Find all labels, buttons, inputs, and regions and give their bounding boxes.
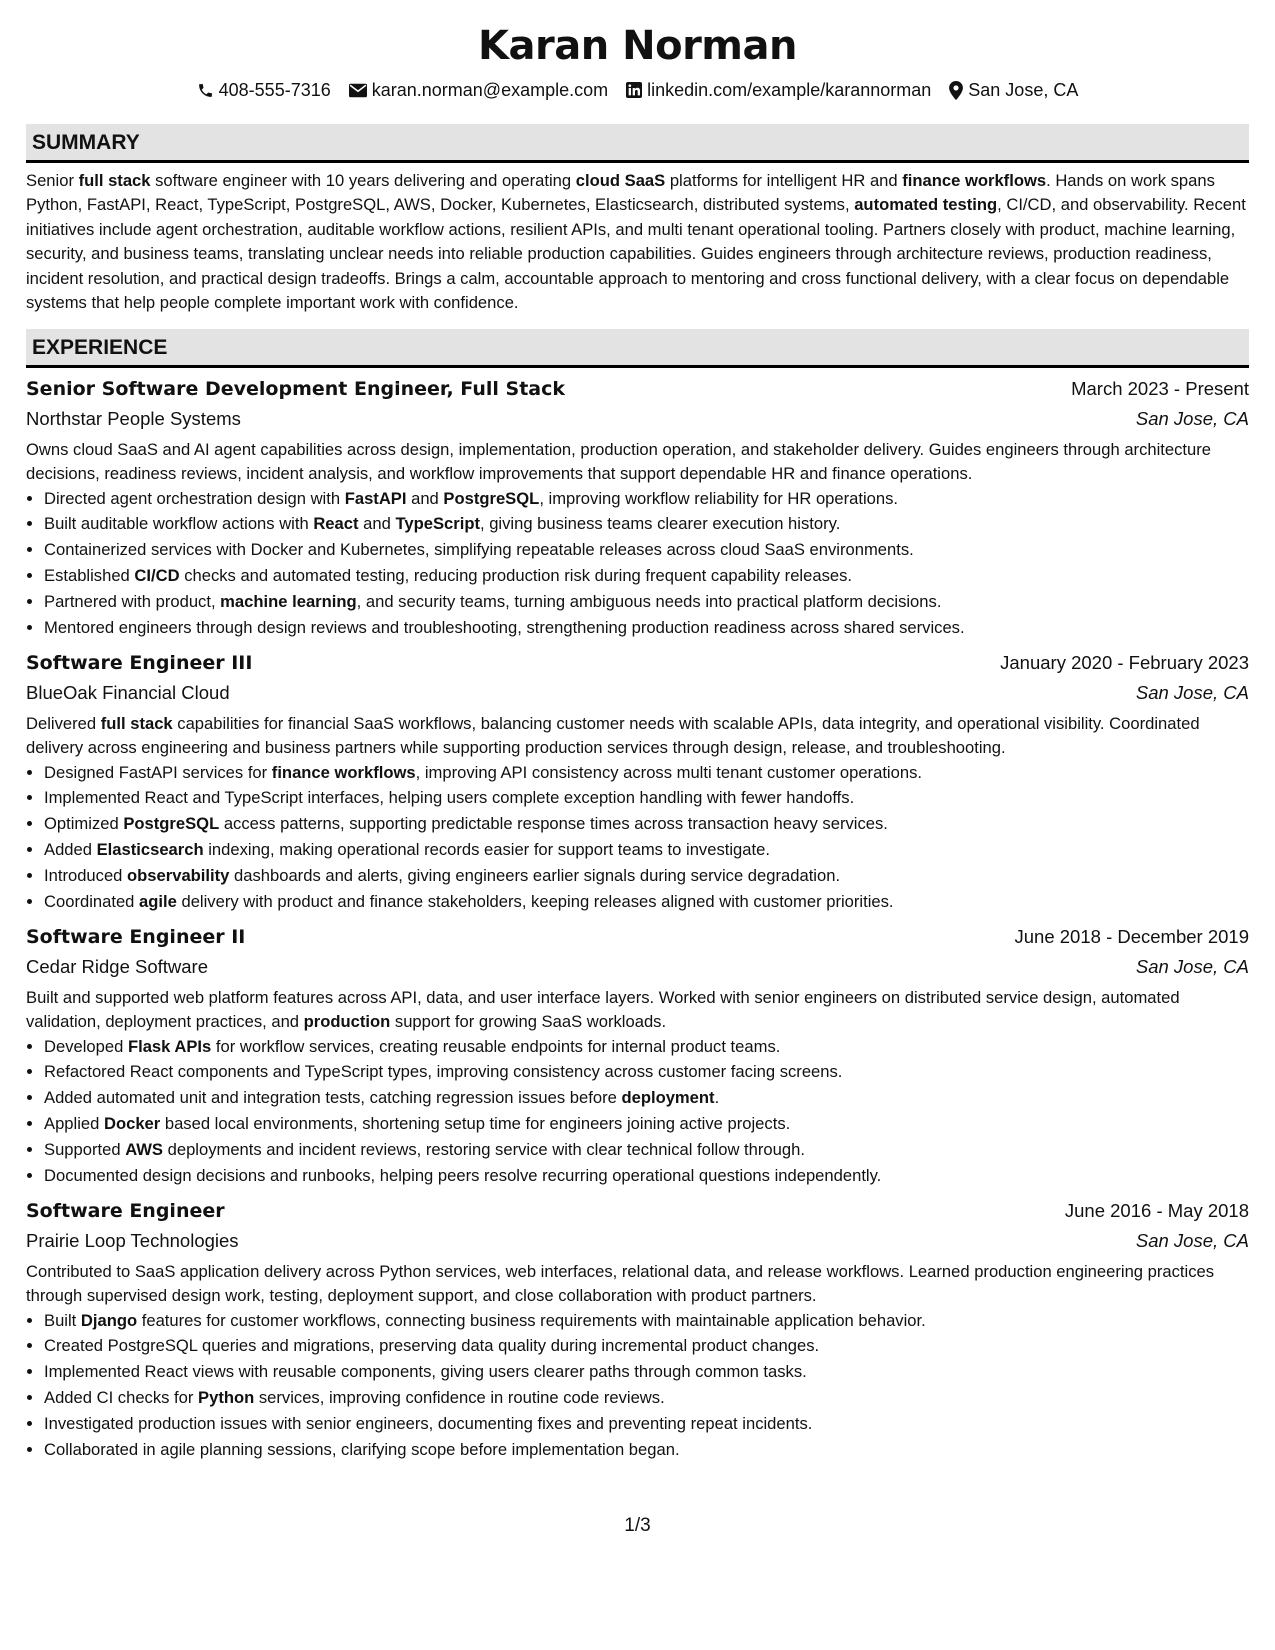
text-run: Introduced (44, 865, 128, 885)
bold-keyword: observability (127, 865, 230, 885)
text-run: Developed (44, 1036, 128, 1056)
text-run: based local environments, shortening setup time for engineers joining active projects. (160, 1113, 791, 1133)
email-address[interactable]: karan.norman@example.com (371, 80, 609, 100)
text-run: Applied (44, 1113, 104, 1133)
text-run: . (714, 1088, 720, 1108)
job-bullets (26, 486, 1249, 641)
text-run: Added CI checks for (44, 1387, 199, 1407)
job-title: Software Engineer (26, 1200, 225, 1223)
job-entry (26, 648, 1249, 914)
contact-email (349, 78, 608, 102)
job-dates: June 2018 - December 2019 (1014, 926, 1249, 948)
text-run: Collaborated in agile planning sessions, clarifying scope before implementation began. (44, 1439, 680, 1459)
text-run: indexing, making operational records easier for support teams to investigate. (203, 839, 770, 859)
text-run: Implemented React and TypeScript interfaces, helping users complete exception handling with fewer handoffs. (44, 788, 855, 808)
bullet-item (44, 486, 1249, 512)
job-location: San Jose, CA (1135, 1230, 1249, 1252)
text-run: Added automated unit and integration tests, catching regression issues before (44, 1088, 622, 1108)
job-entry (26, 374, 1249, 640)
job-dates: June 2016 - May 2018 (1064, 1200, 1249, 1222)
text-run: Optimized (44, 814, 124, 834)
page-number: 1/3 (624, 1515, 651, 1536)
candidate-name: Karan Norman (478, 23, 797, 69)
bullet-item (44, 511, 1249, 537)
bullet-item (44, 1059, 1249, 1085)
bullet-item (44, 1034, 1249, 1060)
text-run: Designed FastAPI services for (44, 762, 272, 782)
bullet-item (44, 1385, 1249, 1411)
contact-linkedin (626, 78, 931, 102)
text-run: , improving workflow reliability for HR operations. (539, 488, 899, 508)
text-run: Created PostgreSQL queries and migrations, preserving data quality during incremental product changes. (44, 1336, 820, 1356)
summary-text (26, 169, 1249, 315)
text-run: for workflow services, creating reusable endpoints for internal product teams. (211, 1036, 781, 1056)
job-entry (26, 1196, 1249, 1462)
bold-keyword: agile (139, 891, 177, 911)
phone-icon (197, 82, 214, 99)
bullet-item (44, 863, 1249, 889)
text-run: , improving API consistency across multi tenant customer operations. (415, 762, 922, 782)
text-run: Containerized services with Docker and Kubernetes, simplifying repeatable releases across cloud SaaS environments. (44, 540, 914, 560)
text-run: and (406, 488, 444, 508)
bold-keyword: automated testing (854, 195, 998, 215)
job-title: Senior Software Development Engineer, Full Stack (26, 378, 565, 401)
text-run: support for growing SaaS workloads. (390, 1011, 667, 1031)
text-run: Built and supported web platform features across API, data, and user interface layers. Worked with senior engineers on distributed service design, automated validation, deployment practices, and (26, 988, 1180, 1031)
text-run: Documented design decisions and runbooks, helping peers resolve recurring operational questions independently. (44, 1165, 882, 1185)
text-run: Senior (26, 171, 79, 190)
summary-heading: SUMMARY (26, 124, 1249, 163)
job-bullets (26, 760, 1249, 915)
text-run: Investigated production issues with senior engineers, documenting fixes and preventing repeat incidents. (44, 1413, 813, 1433)
bullet-item (44, 1163, 1249, 1189)
text-run: Built (44, 1310, 81, 1330)
bold-keyword: Flask APIs (127, 1036, 212, 1056)
phone-number: 408-555-7316 (218, 80, 331, 100)
job-location: San Jose, CA (1135, 408, 1249, 430)
text-run: , giving business teams clearer execution history. (479, 514, 841, 534)
bold-keyword: TypeScript (395, 514, 480, 534)
job-title: Software Engineer III (26, 652, 253, 675)
bullet-item (44, 1111, 1249, 1137)
bullet-item (44, 1308, 1249, 1334)
bold-keyword: full stack (78, 171, 151, 190)
location-text: San Jose, CA (968, 80, 1079, 100)
bold-keyword: React (313, 514, 359, 534)
bold-keyword: FastAPI (344, 488, 407, 508)
text-run: Refactored React components and TypeScript types, improving consistency across customer facing screens. (44, 1062, 843, 1082)
company-name: Prairie Loop Technologies (26, 1230, 239, 1252)
contact-location (949, 78, 1078, 102)
text-run: checks and automated testing, reducing production risk during frequent capability releases. (179, 566, 853, 586)
bold-keyword: AWS (125, 1139, 163, 1159)
bold-keyword: PostgreSQL (123, 814, 220, 834)
bullet-item (44, 1359, 1249, 1385)
text-run: features for customer workflows, connecting business requirements with maintainable application behavior. (137, 1310, 926, 1330)
bullet-item (44, 811, 1249, 837)
bold-keyword: Elasticsearch (96, 839, 204, 859)
job-dates: January 2020 - February 2023 (1000, 652, 1249, 674)
bold-keyword: Docker (103, 1113, 161, 1133)
contact-bar (26, 78, 1249, 102)
envelope-icon (349, 83, 367, 98)
bold-keyword: machine learning (220, 591, 357, 611)
job-location: San Jose, CA (1135, 682, 1249, 704)
text-run: Mentored engineers through design reviews and troubleshooting, strengthening production readiness across shared services. (44, 617, 965, 637)
text-run: software engineer with 10 years delivering and operating (150, 171, 576, 190)
bullet-item (44, 537, 1249, 563)
bullet-item (44, 785, 1249, 811)
map-pin-icon (949, 81, 963, 100)
text-run: Established (44, 566, 135, 586)
text-run: Supported (44, 1139, 126, 1159)
text-run: Contributed to SaaS application delivery across Python services, web interfaces, relational data, and release workflows. Learned production engineering practices through supervised design work, testing, deployment support, and close collaboration with product partners. (26, 1262, 1215, 1305)
text-run: dashboards and alerts, giving engineers earlier signals during service degradation. (229, 865, 841, 885)
company-name: Northstar People Systems (26, 408, 241, 430)
bold-keyword: cloud SaaS (575, 171, 666, 190)
text-run: Directed agent orchestration design with (44, 488, 345, 508)
job-bullets (26, 1034, 1249, 1189)
job-location: San Jose, CA (1135, 956, 1249, 978)
bullet-item (44, 1411, 1249, 1437)
job-description (26, 438, 1249, 485)
experience-heading: EXPERIENCE (26, 329, 1249, 368)
bullet-item (44, 589, 1249, 615)
contact-phone (197, 78, 331, 102)
text-run: . Hands on work spans Python, FastAPI, React, TypeScript, PostgreSQL, AWS, Docker, Kubernetes, Elasticsearch, distributed systems, (26, 171, 1215, 215)
bold-keyword: full stack (100, 714, 173, 734)
bold-keyword: finance workflows (271, 762, 416, 782)
job-bullets (26, 1308, 1249, 1463)
job-title: Software Engineer II (26, 926, 246, 949)
text-run: access patterns, supporting predictable response times across transaction heavy services. (219, 814, 888, 834)
bullet-item (44, 1333, 1249, 1359)
bullet-item (44, 563, 1249, 589)
bullet-item (44, 1085, 1249, 1111)
experience-section (26, 329, 1249, 1462)
text-run: capabilities for financial SaaS workflows, balancing customer needs with scalable APIs, data integrity, and operational visibility. Coordinated delivery across engineering and business partners while supporting production services through design, release, and troubleshooting. (26, 714, 1200, 757)
bold-keyword: finance workflows (902, 171, 1047, 190)
text-run: Owns cloud SaaS and AI agent capabilities across design, implementation, production operation, and stakeholder delivery. Guides engineers through architecture decisions, readiness reviews, incident analysis, and workflow improvements that support dependable HR and finance operations. (26, 440, 1212, 484)
company-name: BlueOak Financial Cloud (26, 682, 230, 704)
bullet-item (44, 615, 1249, 641)
text-run: deployments and incident reviews, restoring service with clear technical follow through. (163, 1139, 805, 1159)
job-description (26, 1260, 1249, 1307)
bold-keyword: Python (198, 1387, 255, 1407)
job-description (26, 712, 1249, 759)
bold-keyword: CI/CD (134, 566, 180, 586)
text-run: Delivered (26, 714, 101, 734)
bullet-item (44, 837, 1249, 863)
bullet-item (44, 1437, 1249, 1463)
bold-keyword: PostgreSQL (443, 488, 540, 508)
bold-keyword: production (303, 1011, 391, 1031)
bullet-item (44, 760, 1249, 786)
text-run: delivery with product and finance stakeholders, keeping releases aligned with customer priorities. (176, 891, 894, 911)
text-run: Implemented React views with reusable components, giving users clearer paths through common tasks. (44, 1362, 807, 1382)
text-run: Coordinated (44, 891, 140, 911)
text-run: , CI/CD, and observability. Recent initiatives include agent orchestration, auditable workflow actions, resilient APIs, and multi tenant operational tooling. Partners closely with product, machine learning, security, and business teams, translating unclear needs into reliable production capabilities. Guides engineers through architecture reviews, production readiness, incident resolution, and practical design tradeoffs. Brings a calm, accountable approach to mentoring and cross functional delivery, with a clear focus on dependable systems that help people complete important work with confidence. (26, 195, 1246, 313)
job-dates: March 2023 - Present (1071, 378, 1249, 400)
company-name: Cedar Ridge Software (26, 956, 209, 978)
text-run: , and security teams, turning ambiguous needs into practical platform decisions. (356, 591, 942, 611)
bullet-item (44, 1137, 1249, 1163)
job-description (26, 986, 1249, 1033)
bold-keyword: Django (80, 1310, 138, 1330)
text-run: Built auditable workflow actions with (44, 514, 314, 534)
linkedin-icon (626, 82, 642, 98)
bullet-item (44, 889, 1249, 915)
text-run: and (358, 514, 396, 534)
job-entry (26, 922, 1249, 1188)
text-run: platforms for intelligent HR and (665, 171, 903, 190)
linkedin-url[interactable]: linkedin.com/example/karannorman (647, 80, 932, 100)
bold-keyword: deployment (621, 1088, 715, 1108)
text-run: services, improving confidence in routine code reviews. (254, 1387, 665, 1407)
text-run: Added (44, 839, 97, 859)
text-run: Partnered with product, (44, 591, 221, 611)
